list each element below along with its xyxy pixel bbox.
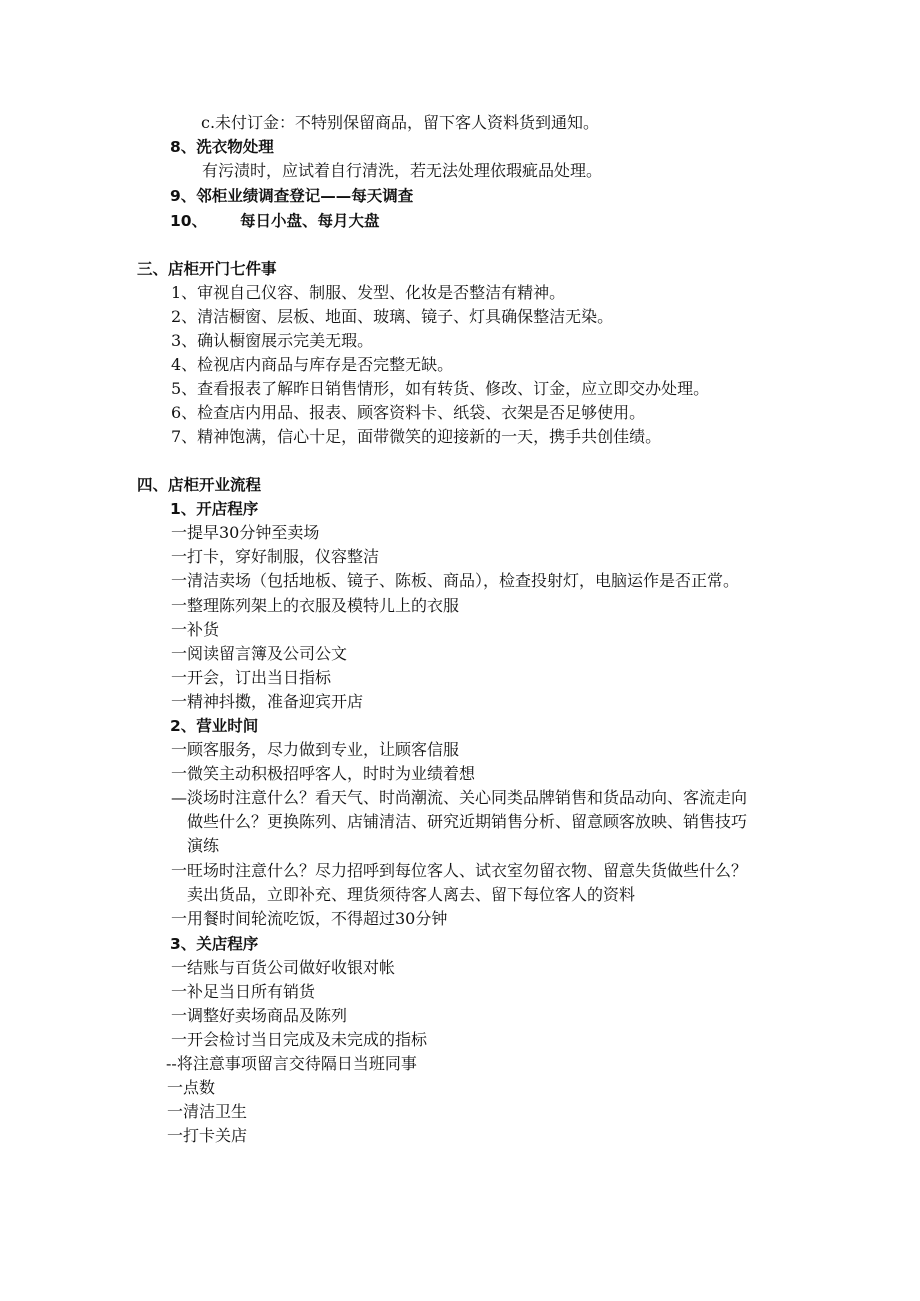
section-4-heading: 四、店柜开业流程	[137, 476, 262, 494]
list-item: 一打卡，穿好制服，仪容整洁	[171, 547, 380, 566]
subsection-2-title: 2、营业时间	[170, 717, 259, 735]
list-item: 一微笑主动积极招呼客人，时时为业绩着想	[171, 764, 476, 783]
list-item: 5、查看报表了解昨日销售情形，如有转货、修改、订金，应立即交办处理。	[171, 379, 710, 398]
list-item: 4、检视店内商品与库存是否完整无缺。	[171, 355, 454, 374]
list-item: —淡场时注意什么？看天气、时尚潮流、关心同类品牌销售和货品动向、客流走向	[171, 788, 748, 807]
section-3-heading: 三、店柜开门七件事	[137, 260, 277, 278]
item-9-title: 9、邻柜业绩调查登记——每天调查	[170, 187, 414, 205]
list-item-continuation: 卖出货品，立即补充、理货须待客人离去、留下每位客人的资料	[187, 885, 636, 904]
list-item: 一调整好卖场商品及陈列	[171, 1006, 348, 1025]
list-item: 一点数	[167, 1078, 216, 1097]
list-item: 一整理陈列架上的衣服及模特儿上的衣服	[171, 596, 460, 615]
list-item: 2、清洁橱窗、层板、地面、玻璃、镜子、灯具确保整洁无染。	[171, 307, 614, 326]
list-item: 一提早30分钟至卖场	[171, 523, 320, 542]
list-item: 一开会，订出当日指标	[171, 668, 332, 687]
list-item: 一清洁卖场（包括地板、镜子、陈板、商品），检查投射灯，电脑运作是否正常。	[171, 571, 740, 590]
item-10-text: 每日小盘、每月大盘	[240, 212, 380, 230]
item-8-title: 8、洗衣物处理	[170, 138, 274, 156]
list-item: 一补货	[171, 620, 220, 639]
list-item: 一顾客服务，尽力做到专业，让顾客信服	[171, 740, 460, 759]
item-10-number: 10、	[170, 212, 208, 230]
list-item: 一补足当日所有销货	[171, 982, 316, 1001]
list-item: 6、检查店内用品、报表、顾客资料卡、纸袋、衣架是否足够使用。	[171, 403, 646, 422]
list-item: 一用餐时间轮流吃饭，不得超过30分钟	[171, 909, 448, 928]
list-item: 一清洁卫生	[167, 1102, 248, 1121]
list-item-continuation: 做些什么？更换陈列、店铺清洁、研究近期销售分析、留意顾客放映、销售技巧	[187, 812, 748, 831]
list-item: 一结账与百货公司做好收银对帐	[171, 958, 396, 977]
list-item: 3、确认橱窗展示完美无瑕。	[171, 331, 374, 350]
unpaid-deposit-line: c.未付订金：不特别保留商品，留下客人资料货到通知。	[201, 113, 600, 132]
list-item: 一旺场时注意什么？尽力招呼到每位客人、试衣室勿留衣物、留意失货做些什么？	[171, 861, 748, 880]
item-8-text: 有污渍时，应试着自行清洗，若无法处理依瑕疵品处理。	[202, 161, 603, 180]
list-item: --将注意事项留言交待隔日当班同事	[166, 1054, 417, 1073]
list-item: 7、精神饱满，信心十足，面带微笑的迎接新的一天，携手共创佳绩。	[171, 427, 662, 446]
list-item: 一打卡关店	[167, 1126, 248, 1145]
list-item: 一阅读留言簿及公司公文	[171, 644, 348, 663]
list-item-continuation: 演练	[187, 836, 220, 855]
list-item: 1、审视自己仪容、制服、发型、化妆是否整洁有精神。	[171, 283, 566, 302]
subsection-1-title: 1、开店程序	[170, 500, 259, 518]
list-item: 一开会检讨当日完成及未完成的指标	[171, 1030, 428, 1049]
list-item: 一精神抖擞，准备迎宾开店	[171, 692, 364, 711]
subsection-3-title: 3、关店程序	[170, 935, 259, 953]
